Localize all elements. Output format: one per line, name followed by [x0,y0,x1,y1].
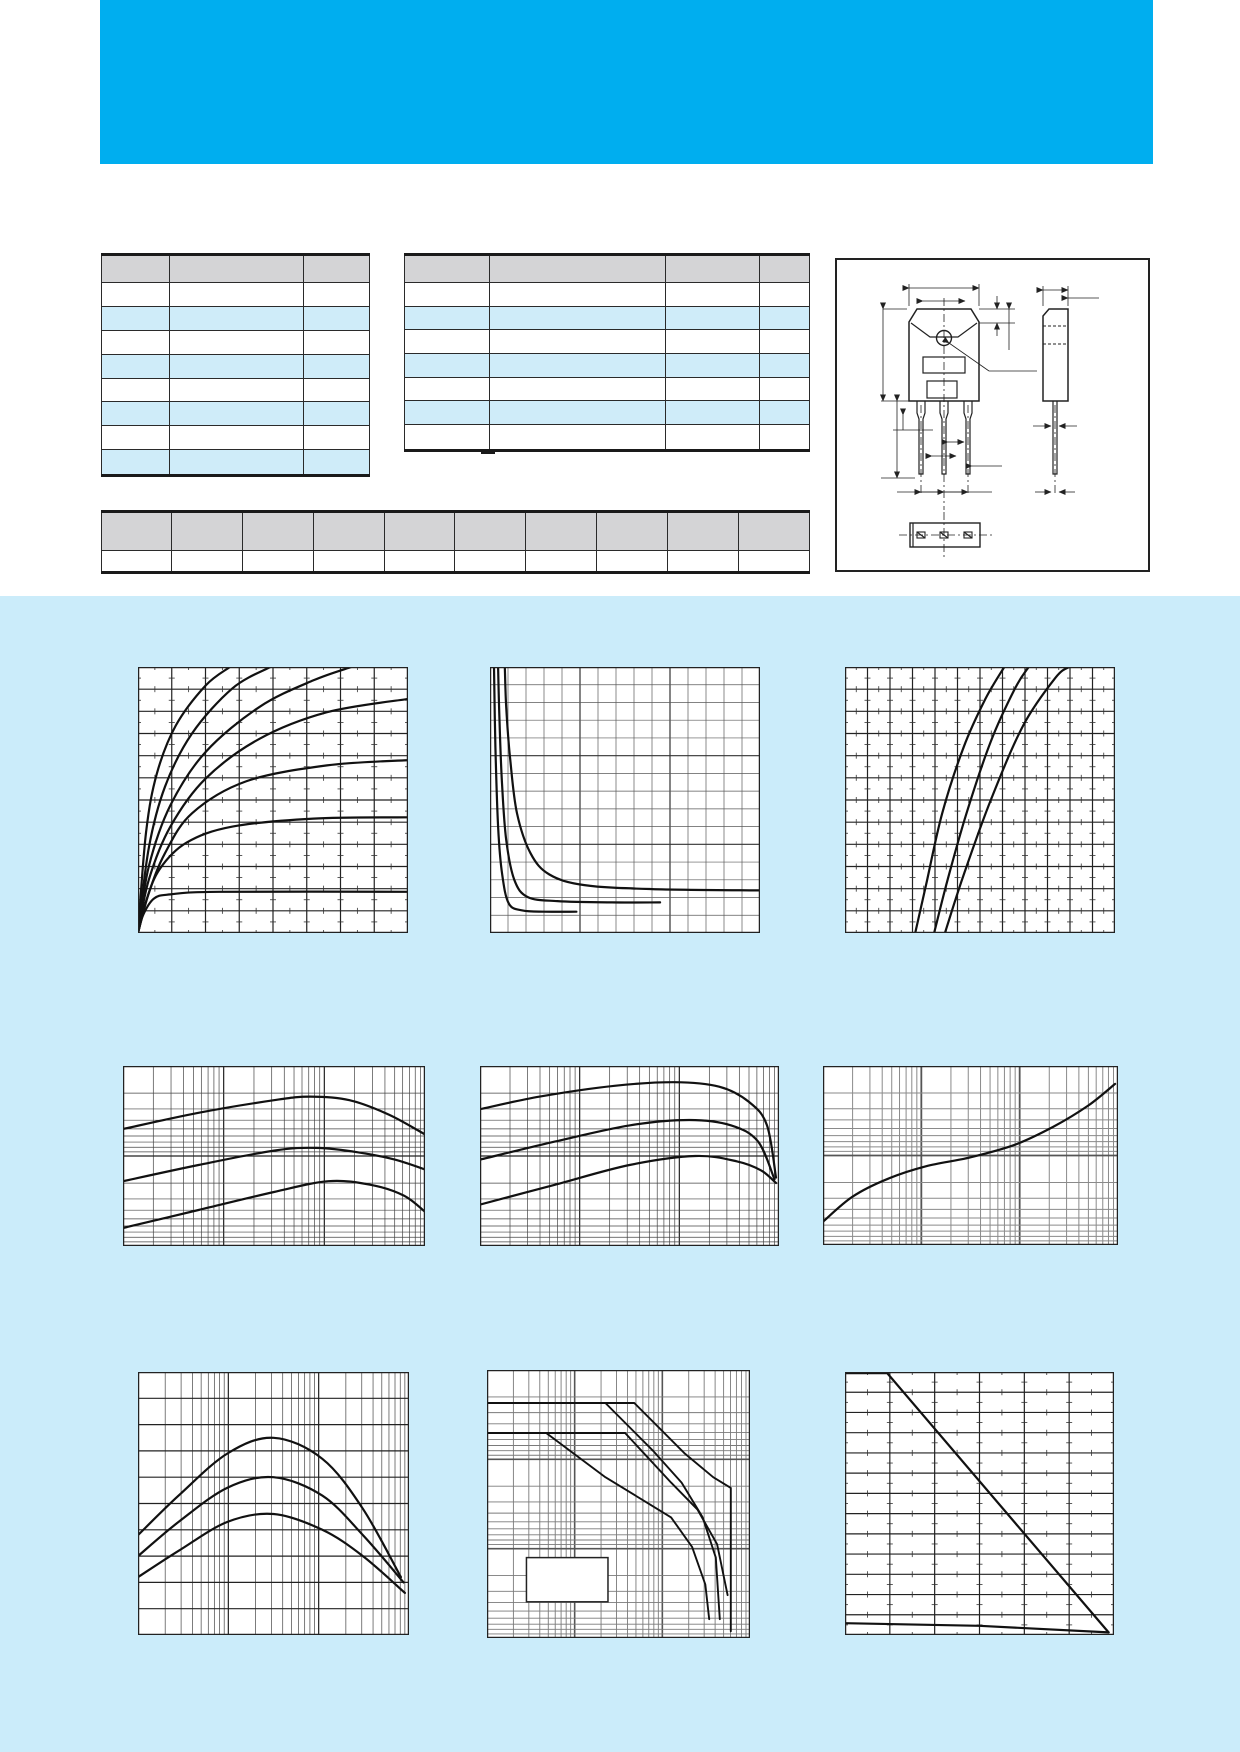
table-cell [666,425,760,449]
ratings-table-left [101,253,370,477]
table-cell [101,379,170,402]
table-row [101,551,810,571]
table-cell [170,307,304,330]
dimension-lines [881,284,1037,492]
table-cell [404,378,490,401]
table-cell [404,401,490,424]
table-cell [739,551,810,571]
table-cell [490,256,666,282]
table-cell [304,450,370,474]
chart-power-derating [845,1372,1114,1635]
table-cell [314,513,385,550]
table-cell [243,513,314,550]
table-cell [666,256,760,282]
table-cell [760,307,810,330]
table-cell [760,378,810,401]
table-cell [304,307,370,330]
table-cell [668,551,739,571]
chart-dc-current-gain-1 [123,1066,425,1246]
marking-area-2 [927,381,957,398]
table-cell [304,379,370,402]
table-cell [101,426,170,449]
table-cell [597,513,668,550]
table-cell [490,330,666,353]
table-cell [101,331,170,354]
table-cell [170,402,304,425]
table-row [101,355,370,379]
table-cell [170,256,304,282]
legend-box [526,1558,608,1602]
table-cell [760,283,810,306]
table-cell [170,355,304,378]
ft-vs-collector-current-svg [138,1372,409,1635]
table-row [101,450,370,474]
table-cell [668,513,739,550]
table-cell [666,354,760,377]
classification-table-bottom [101,510,810,574]
table-row [101,379,370,403]
table-cell [666,378,760,401]
table-row [101,331,370,355]
table-cell [304,402,370,425]
table-row [404,256,810,283]
table-cell [170,379,304,402]
table-cell [304,283,370,306]
table-cell [101,402,170,425]
table-cell [666,283,760,306]
table-cell [666,307,760,330]
table-cell [666,330,760,353]
table-cell [490,378,666,401]
safe-operating-area-svg [487,1370,750,1638]
chart-output-characteristics [138,667,408,933]
table-cell [101,283,170,306]
table-cell [385,513,456,550]
table-cell [385,551,456,571]
power-derating-svg [845,1372,1114,1635]
collector-saturation-region-svg [490,667,760,933]
characteristics-table-middle [404,253,810,452]
table-cell [455,551,526,571]
table-cell [455,513,526,550]
chart-safe-operating-area [487,1370,750,1638]
table-cell [666,401,760,424]
table-cell [243,551,314,571]
table-cell [304,331,370,354]
package-outline-svg [837,260,1148,570]
table-cell [304,256,370,282]
table-row [404,283,810,307]
table-cell [490,425,666,449]
table-cell [314,551,385,571]
table-row [101,256,370,283]
dc-current-gain-1-svg [123,1066,425,1246]
table-row [101,402,370,426]
table-cell [101,256,170,282]
table-cell [404,307,490,330]
table-row [404,401,810,425]
table-cell [172,551,243,571]
table-row [101,513,810,551]
table-row [101,426,370,450]
table-cell [404,425,490,449]
table-cell [760,330,810,353]
table-cell [490,401,666,424]
table-cell [760,401,810,424]
side-view [1033,286,1099,492]
table-cell [526,513,597,550]
footnote-dash [481,452,495,454]
table-cell [101,307,170,330]
table-row [404,330,810,354]
transfer-characteristics-svg [845,667,1115,933]
chart-dc-current-gain-2 [480,1066,779,1246]
table-row [101,283,370,307]
table-cell [101,513,172,550]
table-cell [304,426,370,449]
table-row [101,307,370,331]
table-row [404,425,810,449]
table-cell [404,283,490,306]
table-cell [170,450,304,474]
chart-transfer-characteristics [845,667,1115,933]
table-cell [170,283,304,306]
table-cell [760,425,810,449]
table-cell [490,283,666,306]
table-row [404,378,810,402]
dc-current-gain-2-svg [480,1066,779,1246]
chart-capacitance-vs-voltage [823,1066,1118,1245]
table-cell [760,354,810,377]
table-cell [760,256,810,282]
package-outline-drawing [835,258,1150,572]
table-cell [172,513,243,550]
table-cell [404,354,490,377]
table-cell [101,355,170,378]
chart-collector-saturation [490,667,760,933]
capacitance-vs-voltage-svg [823,1066,1118,1245]
table-cell [404,256,490,282]
title-banner [100,0,1153,164]
table-cell [101,450,170,474]
table-cell [597,551,668,571]
table-cell [170,331,304,354]
lead-cross-sections [917,532,972,538]
table-cell [304,355,370,378]
output-characteristics-svg [138,667,408,933]
table-cell [739,513,810,550]
grid-lines [823,1066,1118,1245]
table-cell [101,551,172,571]
chart-ft-vs-collector-current [138,1372,409,1635]
table-row [404,354,810,378]
table-cell [170,426,304,449]
table-cell [490,354,666,377]
table-cell [490,307,666,330]
table-cell [404,330,490,353]
table-row [404,307,810,331]
table-cell [526,551,597,571]
